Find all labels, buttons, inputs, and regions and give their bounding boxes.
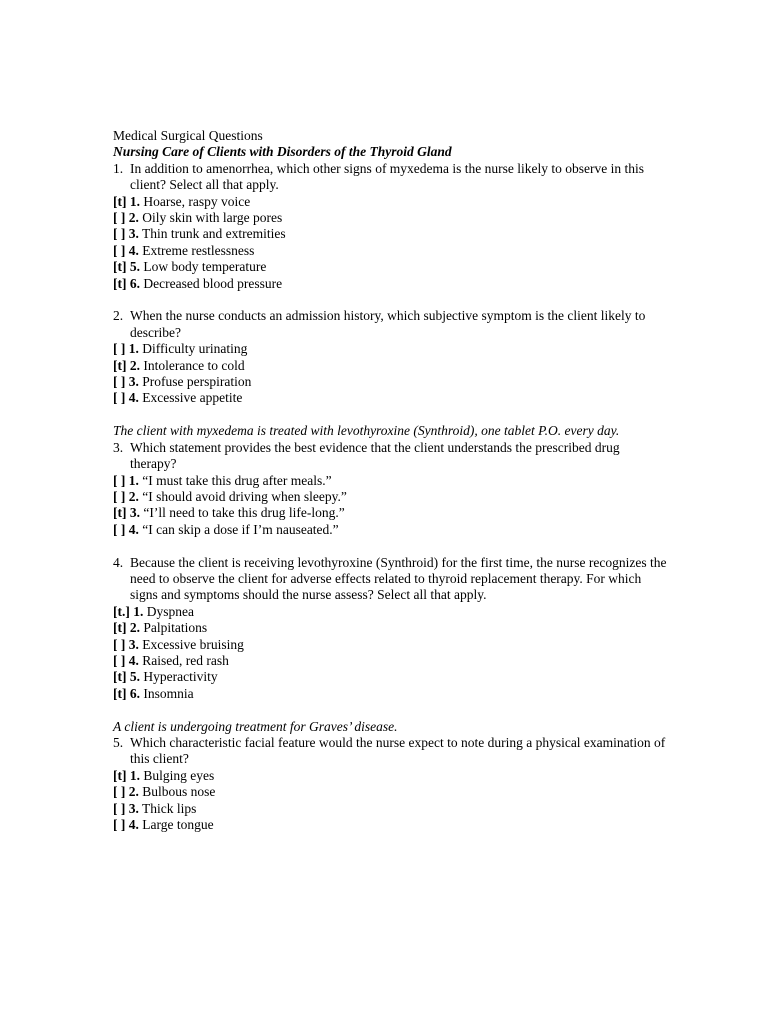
- question-stem: Which characteristic facial feature would the nurse expect to note during a physical examination of this client?: [130, 734, 666, 767]
- option-number: 4.: [128, 652, 139, 668]
- option-number: 3.: [128, 636, 139, 652]
- question-1: [113, 161, 668, 194]
- option-text: “I should avoid driving when sleepy.”: [142, 488, 347, 504]
- answer-option: [113, 784, 668, 800]
- option-number: 5.: [129, 259, 140, 275]
- option-number: 1.: [129, 193, 140, 209]
- question-number: 5.: [113, 734, 124, 750]
- option-number: 2.: [128, 488, 139, 504]
- option-text: “I can skip a dose if I’m nauseated.”: [142, 521, 339, 537]
- option-text: Bulging eyes: [143, 767, 215, 783]
- option-text: Thin trunk and extremities: [142, 226, 286, 242]
- answer-mark: [ ]: [113, 210, 126, 226]
- answer-option: [113, 653, 668, 669]
- answer-mark: [ ]: [113, 636, 126, 652]
- answer-option: [113, 194, 668, 210]
- option-text: Bulbous nose: [142, 784, 216, 800]
- question-stem: Which statement provides the best evidence that the client understands the prescribed drug therapy?: [130, 439, 620, 472]
- answer-option: [113, 390, 668, 406]
- option-number: 4.: [128, 390, 139, 406]
- option-text: Excessive appetite: [142, 390, 243, 406]
- option-number: 3.: [128, 226, 139, 242]
- answer-option: [113, 637, 668, 653]
- answer-option: [113, 505, 668, 521]
- option-text: Large tongue: [142, 817, 214, 832]
- option-text: Low body temperature: [143, 259, 267, 275]
- question-5: [113, 735, 668, 768]
- answer-option: [113, 276, 668, 292]
- option-text: Profuse perspiration: [142, 374, 252, 390]
- option-number: 1.: [128, 472, 139, 488]
- answer-option: [113, 243, 668, 259]
- option-text: Raised, red rash: [142, 652, 229, 668]
- spacer: [113, 702, 668, 718]
- option-number: 2.: [129, 357, 140, 373]
- answer-mark: [t]: [113, 259, 127, 275]
- option-text: Hyperactivity: [143, 669, 218, 685]
- option-number: 5.: [129, 669, 140, 685]
- answer-option: [113, 801, 668, 817]
- question-3: [113, 440, 668, 473]
- option-text: Dyspnea: [146, 603, 194, 619]
- answer-mark: [ ]: [113, 652, 126, 668]
- option-number: 3.: [128, 800, 139, 816]
- option-number: 1.: [129, 767, 140, 783]
- answer-option: [113, 669, 668, 685]
- question-list: [113, 161, 668, 834]
- option-number: 3.: [128, 374, 139, 390]
- answer-mark: [ ]: [113, 488, 126, 504]
- option-number: 4.: [128, 817, 139, 832]
- option-number: 2.: [129, 620, 140, 636]
- answer-mark: [t]: [113, 620, 127, 636]
- answer-option: [113, 341, 668, 357]
- answer-mark: [t]: [113, 505, 127, 521]
- scenario-text: The client with myxedema is treated with levothyroxine (Synthroid), one tablet P.O. every day.: [113, 423, 620, 439]
- answer-option: [113, 604, 668, 620]
- answer-option: [113, 210, 668, 226]
- option-text: “I must take this drug after meals.”: [142, 472, 332, 488]
- option-number: 1.: [133, 603, 144, 619]
- option-number: 1.: [128, 341, 139, 357]
- option-number: 3.: [129, 505, 140, 521]
- answer-option: [113, 768, 668, 784]
- question-stem: When the nurse conducts an admission history, which subjective symptom is the client likely to describe?: [130, 308, 646, 340]
- question-stem: Because the client is receiving levothyroxine (Synthroid) for the first time, the nurse recognizes the need to observe the client for adverse effects related to thyroid replacement therapy. For which signs and symptoms should the nurse assess? Select all that apply.: [130, 554, 667, 603]
- option-text: “I’ll need to take this drug life-long.”: [143, 505, 345, 521]
- answer-mark: [t]: [113, 669, 127, 685]
- answer-mark: [ ]: [113, 521, 126, 537]
- question-number: 2.: [113, 308, 124, 324]
- document-page: [113, 128, 668, 833]
- spacer: [113, 407, 668, 423]
- scenario-text: A client is undergoing treatment for Graves’ disease.: [113, 718, 398, 734]
- answer-mark: [ ]: [113, 374, 126, 390]
- question-number: 4.: [113, 554, 124, 570]
- answer-option: [113, 620, 668, 636]
- option-number: 4.: [128, 242, 139, 258]
- answer-mark: [ ]: [113, 784, 126, 800]
- answer-mark: [ ]: [113, 472, 126, 488]
- answer-mark: [t]: [113, 357, 127, 373]
- option-text: Thick lips: [142, 800, 197, 816]
- answer-mark: [t]: [113, 193, 127, 209]
- answer-mark: [t]: [113, 767, 127, 783]
- answer-option: [113, 686, 668, 702]
- option-number: 2.: [128, 784, 139, 800]
- option-text: Intolerance to cold: [143, 357, 245, 373]
- question-number: 3.: [113, 439, 124, 455]
- answer-mark: [t]: [113, 275, 127, 291]
- option-text: Extreme restlessness: [142, 242, 255, 258]
- option-text: Palpitations: [143, 620, 208, 636]
- answer-option: [113, 374, 668, 390]
- option-text: Insomnia: [143, 685, 194, 701]
- answer-mark: [t]: [113, 685, 127, 701]
- answer-option: [113, 358, 668, 374]
- answer-option: [113, 489, 668, 505]
- question-4: [113, 555, 668, 604]
- option-text: Decreased blood pressure: [143, 275, 283, 291]
- option-text: Excessive bruising: [142, 636, 244, 652]
- answer-option: [113, 473, 668, 489]
- option-text: Hoarse, raspy voice: [143, 193, 251, 209]
- answer-mark: [ ]: [113, 800, 126, 816]
- option-text: Oily skin with large pores: [142, 210, 283, 226]
- answer-mark: [ ]: [113, 242, 126, 258]
- answer-mark: [ ]: [113, 817, 126, 832]
- option-number: 6.: [129, 275, 140, 291]
- answer-option: [113, 259, 668, 275]
- answer-option: [113, 522, 668, 538]
- answer-option: [113, 817, 668, 833]
- answer-mark: [ ]: [113, 390, 126, 406]
- option-number: 2.: [128, 210, 139, 226]
- question-number: 1.: [113, 160, 124, 176]
- answer-mark: [t.]: [113, 603, 130, 619]
- question-stem: In addition to amenorrhea, which other signs of myxedema is the nurse likely to observe in this client? Select all that apply.: [130, 160, 645, 193]
- option-number: 4.: [128, 521, 139, 537]
- option-text: Difficulty urinating: [142, 341, 248, 357]
- answer-mark: [ ]: [113, 226, 126, 242]
- document-subtitle: Nursing Care of Clients with Disorders of the Thyroid Gland: [113, 144, 452, 160]
- answer-mark: [ ]: [113, 341, 126, 357]
- question-2: [113, 308, 668, 341]
- document-title: Medical Surgical Questions: [113, 128, 263, 143]
- answer-option: [113, 226, 668, 242]
- spacer: [113, 538, 668, 554]
- option-number: 6.: [129, 685, 140, 701]
- spacer: [113, 292, 668, 308]
